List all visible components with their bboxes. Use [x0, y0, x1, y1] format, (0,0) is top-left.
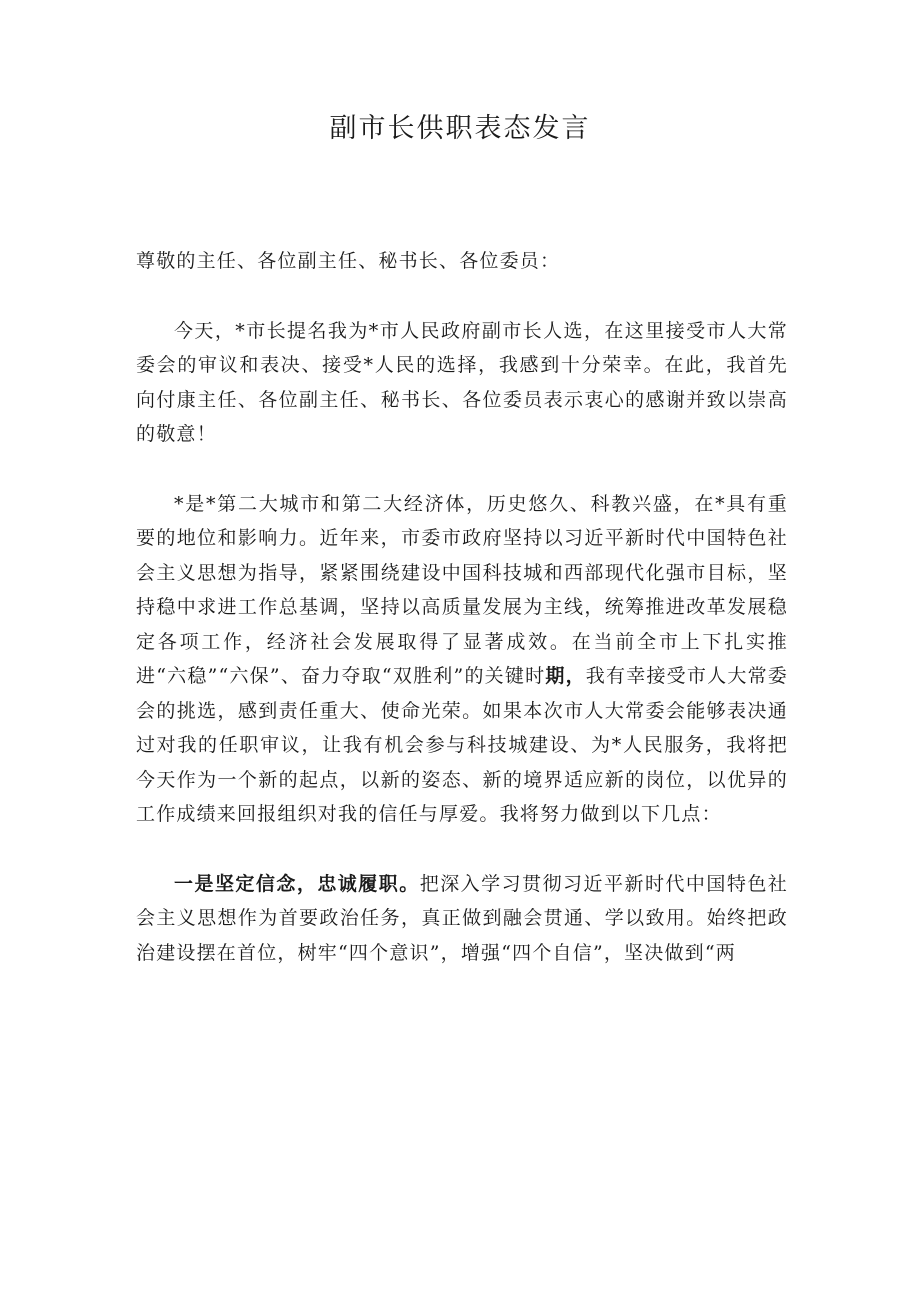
point-heading: 一是坚定信念，忠诚履职。: [174, 872, 420, 895]
paragraph-city-background: [136, 487, 788, 832]
paragraph-point-one: [136, 867, 788, 971]
bold-fragment: 期，: [545, 665, 586, 687]
paragraph-text: *是*第二大城市和第二大经济体，历史悠久、科教兴盛，在*具有重要的地位和影响力。近年来，市委市政府坚持以习近平新时代中国特色社会主义思想为指导，紧紧围绕建设中国科技城和西部现代化强市目标，坚持稳中求进工作总基调，坚持以高质量发展为主线，统筹推进改革发展稳定各项工作，经济社会发展取得了显著成效。在当前全市上下扎实推进“六稳”“六保”、奋力夺取“双胜利”的关键时: [136, 492, 788, 687]
paragraph-opening: 今天，*市长提名我为*市人民政府副市长人选，在这里接受市人大常委会的审议和表决、接受*人民的选择，我感到十分荣幸。在此，我首先向付康主任、各位副主任、秘书长、各位委员表示衷心的感谢并致以崇高的敬意！: [136, 319, 788, 445]
paragraph-text: 把深入学习贯彻习近平新时代中国特色社会主义思想作为首要政治任务，真正做到融会贯通、学以致用。始终把政治建设摆在首位，树牢“四个意识”，增强“四个自信”，坚决做到“两: [136, 872, 789, 964]
document-title: 副市长供职表态发言: [329, 113, 591, 144]
document-body: [136, 244, 788, 970]
paragraph-text: 我有幸接受市人大常委会的挑选，感到责任重大、使命光荣。如果本次市人大常委会能够表决通过对我的任职审议，让我有机会参与科技城建设、为*人民服务，我将把今天作为一个新的起点，以新的姿态、新的境界适应新的岗位，以优异的工作成绩来回报组织对我的信任与厚爱。我将努力做到以下几点：: [136, 665, 788, 825]
salutation: 尊敬的主任、各位副主任、秘书长、各位委员：: [136, 250, 561, 272]
